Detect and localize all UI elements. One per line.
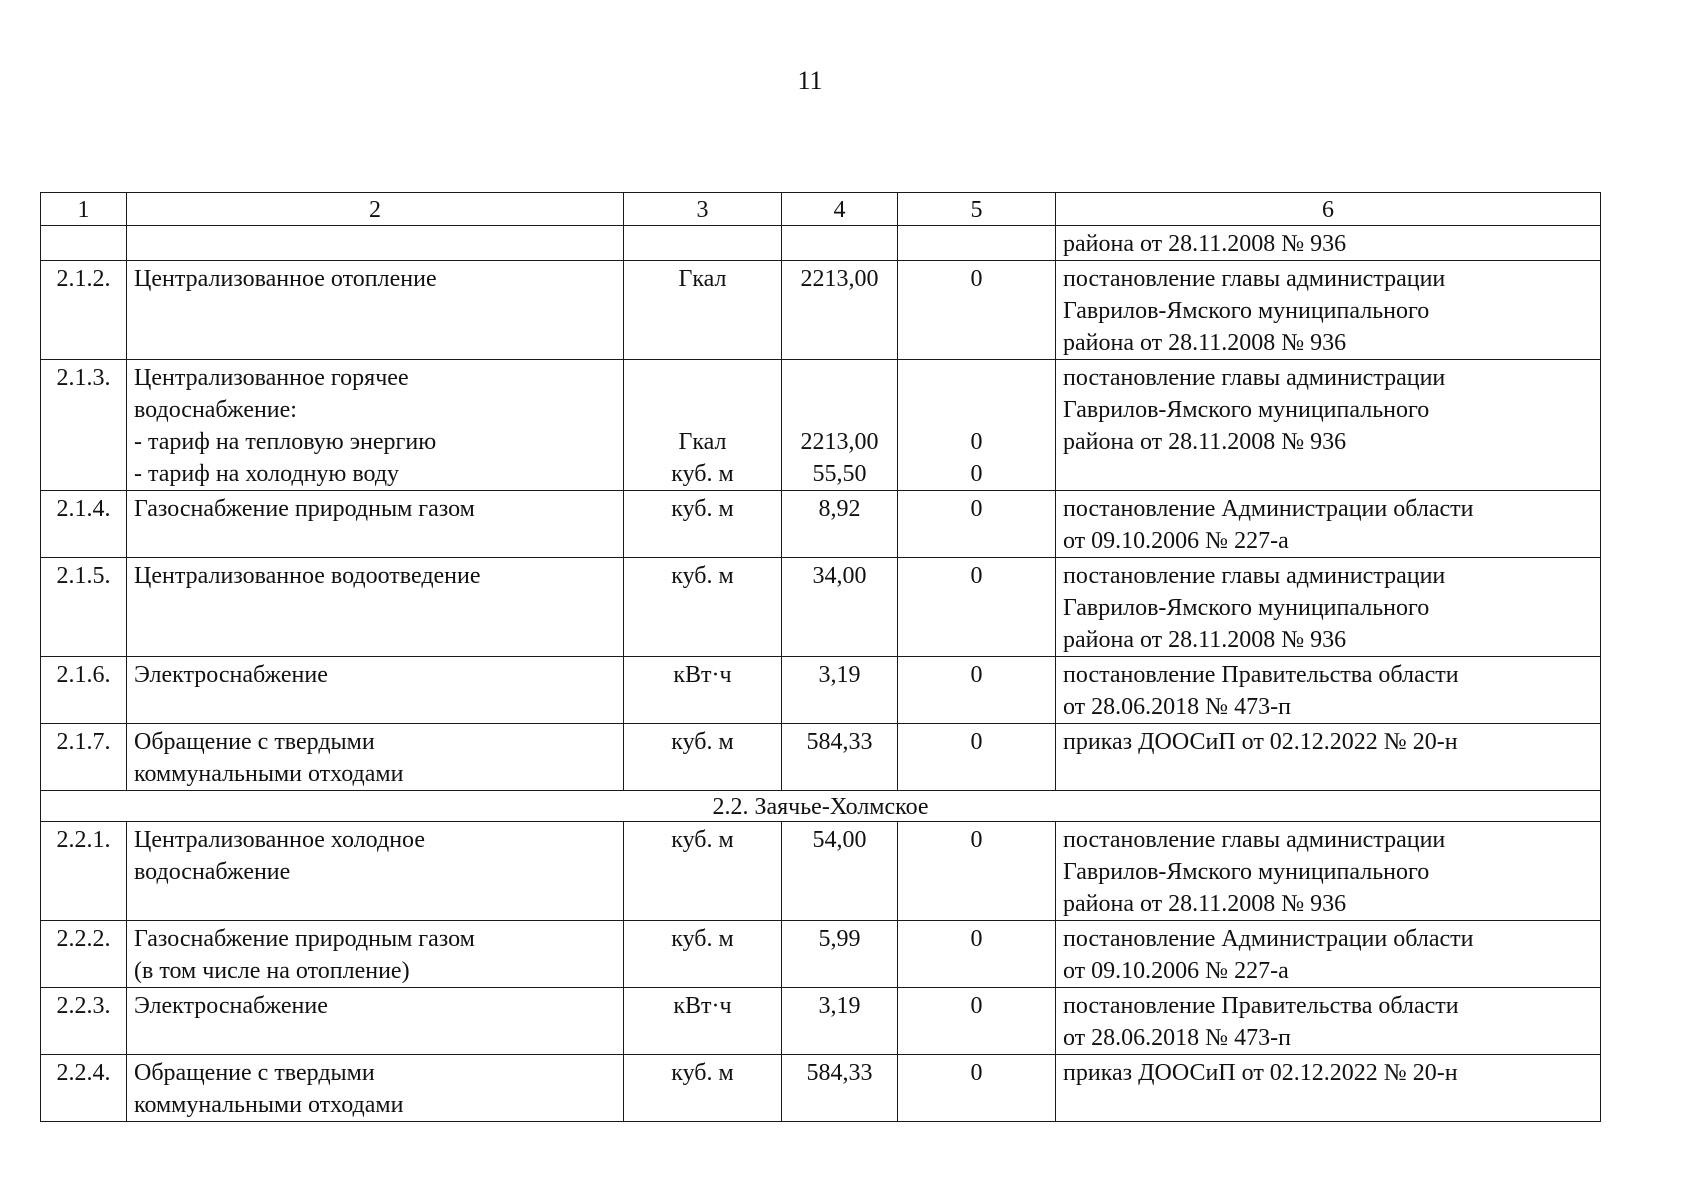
- service-name-cell: [127, 1055, 624, 1122]
- legal-basis-line: от 28.06.2018 № 473-п: [1063, 694, 1291, 720]
- table-row: [41, 724, 1601, 791]
- service-name-cell: [127, 657, 624, 724]
- table-row: [41, 558, 1601, 657]
- service-name-line: - тариф на тепловую энергию: [134, 429, 437, 455]
- legal-basis-cell: [1056, 921, 1601, 988]
- unit-of-measure-cell: [624, 724, 782, 791]
- unit-of-measure-line: [631, 394, 774, 426]
- section-title: 2.2. Заячье-Холмское: [41, 791, 1601, 822]
- service-name-line: Газоснабжение природным газом: [134, 926, 475, 952]
- unit-of-measure-cell: [624, 657, 782, 724]
- row-number: 2.2.2.: [41, 921, 127, 988]
- unit-of-measure-cell: [624, 226, 782, 261]
- column-number-5: 5: [898, 193, 1056, 226]
- legal-basis-line: района от 28.11.2008 № 936: [1063, 429, 1347, 455]
- legal-basis-line: постановление Администрации области: [1063, 926, 1474, 952]
- service-name-line: водоснабжение: [134, 859, 291, 885]
- table-row: [41, 226, 1601, 261]
- unit-of-measure-cell: [624, 822, 782, 921]
- unit-of-measure-line: куб. м: [671, 729, 734, 755]
- service-name-line: - тариф на холодную воду: [134, 461, 400, 487]
- unit-of-measure-line: куб. м: [671, 1060, 734, 1086]
- row-number: [41, 226, 127, 261]
- service-name-line: Обращение с твердыми: [134, 729, 375, 755]
- unit-of-measure-line: [631, 362, 774, 394]
- column-5-value-cell: [898, 261, 1056, 360]
- unit-of-measure-line: куб. м: [671, 461, 734, 487]
- tariff-value-line: 584,33: [806, 729, 873, 755]
- tariff-value-line: 5,99: [818, 926, 861, 952]
- column-5-value-line: [905, 228, 1048, 260]
- column-5-value-line: 0: [970, 429, 983, 455]
- column-5-value-line: [905, 394, 1048, 426]
- column-5-value-cell: [898, 360, 1056, 491]
- legal-basis-line: от 28.06.2018 № 473-п: [1063, 1025, 1291, 1051]
- row-number: 2.1.6.: [41, 657, 127, 724]
- column-5-value-cell: [898, 921, 1056, 988]
- tariff-value-line: 8,92: [818, 496, 861, 522]
- service-name-line: Электроснабжение: [134, 662, 328, 688]
- row-number: 2.1.5.: [41, 558, 127, 657]
- service-name-cell: [127, 491, 624, 558]
- table-row: [41, 261, 1601, 360]
- unit-of-measure-line: [631, 228, 774, 260]
- unit-of-measure-cell: [624, 261, 782, 360]
- column-5-value-line: 0: [970, 266, 983, 292]
- column-5-value-cell: [898, 1055, 1056, 1122]
- service-name-line: Централизованное горячее: [134, 365, 409, 391]
- unit-of-measure-line: Гкал: [678, 429, 727, 455]
- legal-basis-line: от 09.10.2006 № 227-а: [1063, 528, 1289, 554]
- column-number-6: 6: [1056, 193, 1601, 226]
- service-name-cell: [127, 724, 624, 791]
- unit-of-measure-cell: [624, 360, 782, 491]
- legal-basis-line: постановление главы администрации: [1063, 365, 1446, 391]
- column-5-value-cell: [898, 988, 1056, 1055]
- legal-basis-line: от 09.10.2006 № 227-а: [1063, 958, 1289, 984]
- legal-basis-line: района от 28.11.2008 № 936: [1063, 231, 1347, 257]
- tariff-value-line: 34,00: [812, 563, 867, 589]
- column-number-2: 2: [127, 193, 624, 226]
- unit-of-measure-cell: [624, 988, 782, 1055]
- unit-of-measure-line: куб. м: [671, 496, 734, 522]
- tariff-value-line: [789, 228, 890, 260]
- column-5-value-cell: [898, 558, 1056, 657]
- legal-basis-cell: [1056, 1055, 1601, 1122]
- column-number-row: [41, 193, 1601, 226]
- section-row: [41, 791, 1601, 822]
- legal-basis-cell: [1056, 558, 1601, 657]
- tariff-value-cell: [782, 491, 898, 558]
- legal-basis-line: Гаврилов-Ямского муниципального: [1063, 595, 1430, 621]
- legal-basis-line: постановление главы администрации: [1063, 827, 1446, 853]
- unit-of-measure-line: Гкал: [678, 266, 727, 292]
- tariff-value-cell: [782, 657, 898, 724]
- tariff-value-line: 2213,00: [800, 429, 879, 455]
- legal-basis-line: приказ ДООСиП от 02.12.2022 № 20-н: [1063, 1060, 1458, 1086]
- unit-of-measure-cell: [624, 921, 782, 988]
- unit-of-measure-cell: [624, 558, 782, 657]
- service-name-line: (в том числе на отопление): [134, 958, 410, 984]
- service-name-line: Централизованное холодное: [134, 827, 425, 853]
- legal-basis-line: района от 28.11.2008 № 936: [1063, 891, 1347, 917]
- legal-basis-cell: [1056, 226, 1601, 261]
- column-5-value-line: 0: [970, 496, 983, 522]
- legal-basis-line: района от 28.11.2008 № 936: [1063, 627, 1347, 653]
- column-number-3: 3: [624, 193, 782, 226]
- tariff-value-line: [789, 362, 890, 394]
- tariff-value-line: [789, 394, 890, 426]
- table-row: [41, 921, 1601, 988]
- column-5-value-line: [905, 362, 1048, 394]
- tariff-value-cell: [782, 1055, 898, 1122]
- unit-of-measure-line: кВт·ч: [673, 993, 732, 1019]
- column-5-value-line: 0: [970, 729, 983, 755]
- service-name-line: Обращение с твердыми: [134, 1060, 375, 1086]
- tariff-value-cell: [782, 558, 898, 657]
- unit-of-measure-line: куб. м: [671, 563, 734, 589]
- tariff-table-body: [41, 193, 1601, 1122]
- legal-basis-line: постановление Правительства области: [1063, 662, 1459, 688]
- table-row: [41, 491, 1601, 558]
- legal-basis-cell: [1056, 261, 1601, 360]
- service-name-line: коммунальными отходами: [134, 761, 404, 787]
- column-5-value-cell: [898, 657, 1056, 724]
- service-name-cell: [127, 558, 624, 657]
- tariff-value-line: 54,00: [812, 827, 867, 853]
- table-row: [41, 360, 1601, 491]
- table-row: [41, 988, 1601, 1055]
- legal-basis-line: Гаврилов-Ямского муниципального: [1063, 859, 1430, 885]
- column-5-value-line: 0: [970, 461, 983, 487]
- row-number: 2.1.7.: [41, 724, 127, 791]
- service-name-cell: [127, 261, 624, 360]
- column-5-value-line: 0: [970, 662, 983, 688]
- tariff-table: [40, 192, 1601, 1122]
- tariff-value-line: 584,33: [806, 1060, 873, 1086]
- table-row: [41, 822, 1601, 921]
- row-number: 2.2.4.: [41, 1055, 127, 1122]
- row-number: 2.2.1.: [41, 822, 127, 921]
- tariff-value-cell: [782, 261, 898, 360]
- legal-basis-cell: [1056, 360, 1601, 491]
- legal-basis-cell: [1056, 822, 1601, 921]
- service-name-cell: [127, 988, 624, 1055]
- column-5-value-line: 0: [970, 827, 983, 853]
- column-5-value-line: 0: [970, 993, 983, 1019]
- legal-basis-line: постановление Правительства области: [1063, 993, 1459, 1019]
- tariff-value-line: 2213,00: [800, 266, 879, 292]
- row-number: 2.2.3.: [41, 988, 127, 1055]
- service-name-cell: [127, 921, 624, 988]
- service-name-line: Газоснабжение природным газом: [134, 496, 475, 522]
- service-name-cell: [127, 226, 624, 261]
- row-number: 2.1.2.: [41, 261, 127, 360]
- service-name-cell: [127, 822, 624, 921]
- unit-of-measure-line: кВт·ч: [673, 662, 732, 688]
- legal-basis-line: постановление главы администрации: [1063, 563, 1446, 589]
- legal-basis-line: приказ ДООСиП от 02.12.2022 № 20-н: [1063, 729, 1458, 755]
- unit-of-measure-cell: [624, 491, 782, 558]
- table-row: [41, 1055, 1601, 1122]
- row-number: 2.1.4.: [41, 491, 127, 558]
- service-name-cell: [127, 360, 624, 491]
- tariff-value-cell: [782, 226, 898, 261]
- tariff-value-cell: [782, 921, 898, 988]
- tariff-value-cell: [782, 822, 898, 921]
- column-5-value-cell: [898, 724, 1056, 791]
- legal-basis-line: района от 28.11.2008 № 936: [1063, 330, 1347, 356]
- legal-basis-cell: [1056, 491, 1601, 558]
- tariff-value-line: 55,50: [812, 461, 867, 487]
- column-5-value-line: 0: [970, 563, 983, 589]
- legal-basis-cell: [1056, 724, 1601, 791]
- table-row: [41, 657, 1601, 724]
- column-5-value-cell: [898, 822, 1056, 921]
- legal-basis-line: Гаврилов-Ямского муниципального: [1063, 298, 1430, 324]
- legal-basis-cell: [1056, 988, 1601, 1055]
- tariff-value-cell: [782, 360, 898, 491]
- page-number: 11: [797, 66, 823, 95]
- service-name-line: Электроснабжение: [134, 993, 328, 1019]
- service-name-line: коммунальными отходами: [134, 1092, 404, 1118]
- legal-basis-cell: [1056, 657, 1601, 724]
- service-name-line: [134, 228, 616, 260]
- service-name-line: Централизованное отопление: [134, 266, 437, 292]
- column-5-value-line: 0: [970, 1060, 983, 1086]
- unit-of-measure-cell: [624, 1055, 782, 1122]
- unit-of-measure-line: куб. м: [671, 926, 734, 952]
- tariff-value-line: 3,19: [818, 993, 861, 1019]
- row-number: 2.1.3.: [41, 360, 127, 491]
- column-5-value-cell: [898, 491, 1056, 558]
- tariff-value-line: 3,19: [818, 662, 861, 688]
- legal-basis-line: постановление Администрации области: [1063, 496, 1474, 522]
- service-name-line: водоснабжение:: [134, 397, 297, 423]
- column-5-value-cell: [898, 226, 1056, 261]
- legal-basis-line: постановление главы администрации: [1063, 266, 1446, 292]
- column-number-4: 4: [782, 193, 898, 226]
- unit-of-measure-line: куб. м: [671, 827, 734, 853]
- tariff-value-cell: [782, 724, 898, 791]
- tariff-value-cell: [782, 988, 898, 1055]
- column-number-1: 1: [41, 193, 127, 226]
- service-name-line: Централизованное водоотведение: [134, 563, 481, 589]
- legal-basis-line: Гаврилов-Ямского муниципального: [1063, 397, 1430, 423]
- column-5-value-line: 0: [970, 926, 983, 952]
